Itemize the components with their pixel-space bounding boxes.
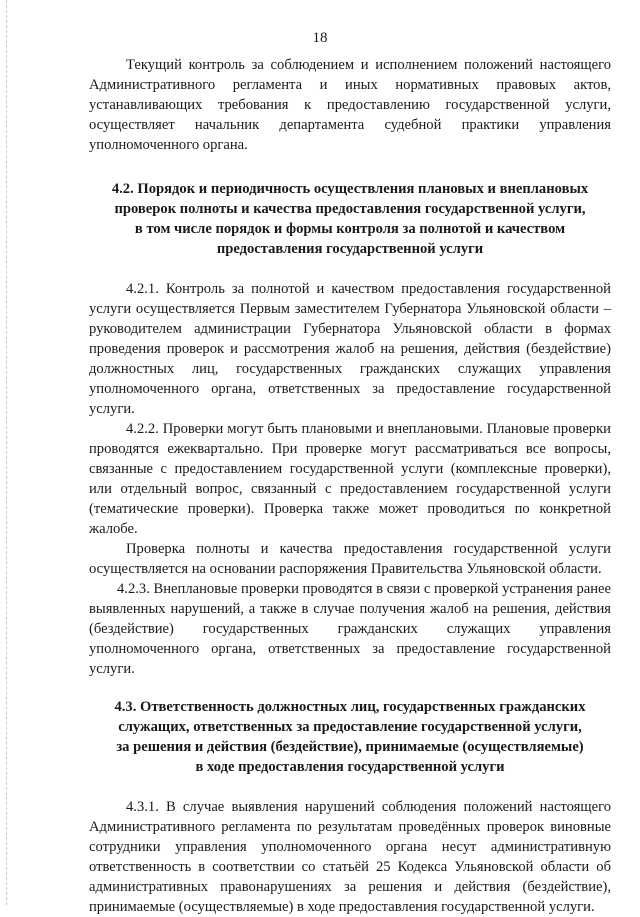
paragraph-4-2-2: 4.2.2. Проверки могут быть плановыми и внеплановыми. Плановые проверки проводятся ежеквартально. При проверке могут рассматриваться все вопросы, связанные с предоставлением государственной услуги (комплексные проверки), или отдельный вопрос, связанный с предоставлением государственной услуги (тематические проверки). Проверка также может проводиться по конкретной жалобе.: [89, 421, 611, 537]
heading-4-2-line: 4.2. Порядок и периодичность осуществления плановых и внеплановых: [111, 181, 589, 197]
page-number: 18: [312, 30, 328, 46]
document-body: [89, 55, 611, 917]
scan-edge-line: [6, 0, 7, 905]
heading-4-3-line: 4.3. Ответственность должностных лиц, государственных гражданских: [114, 699, 586, 715]
heading-4-3: [89, 697, 611, 777]
paragraph-intro: Текущий контроль за соблюдением и исполнением положений настоящего Административного регламента и иных нормативных правовых актов, устанавливающих требования к предоставлению государственной услуги, осуществляет начальник департамента судебной практики управления уполномоченного органа.: [89, 57, 611, 153]
heading-4-2-line: проверок полноты и качества предоставления государственной услуги,: [114, 201, 586, 217]
heading-4-2: [89, 179, 611, 259]
heading-4-3-line: служащих, ответственных за предоставление государственной услуги,: [118, 719, 582, 735]
paragraph-4-2-3: 4.2.3. Внеплановые проверки проводятся в связи с проверкой устранения ранее выявленных нарушений, а также в случае получения жалоб на решения, действия (бездействие) государственных гражданских служащих управления уполномоченного органа, ответственных за предоставление государственной услуги.: [89, 581, 611, 677]
heading-4-3-line: за решения и действия (бездействие), принимаемые (осуществляемые): [116, 739, 584, 755]
paragraph-4-3-1: 4.3.1. В случае выявления нарушений соблюдения положений настоящего Административного регламента по результатам проведённых проверок виновные сотрудники управления уполномоченного органа несут административную ответственность в соответствии со статьёй 25 Кодекса Ульяновской области об административных правонарушениях за решения и действия (бездействие), принимаемые (осуществляемые) в ходе предоставления государственной услуги.: [89, 799, 611, 915]
heading-4-3-line: в ходе предоставления государственной услуги: [195, 759, 505, 775]
heading-4-2-line: в том числе порядок и формы контроля за полнотой и качеством: [134, 221, 566, 237]
paragraph-4-2-1: 4.2.1. Контроль за полнотой и качеством предоставления государственной услуги осуществляется Первым заместителем Губернатора Ульяновской области – руководителем администрации Губернатора Ульяновской области в формах проведения проверок и рассмотрения жалоб на решения, действия (бездействие) должностных лиц, государственных гражданских служащих управления уполномоченного органа, ответственных за предоставление государственной услуги.: [89, 281, 611, 417]
paragraph-4-2-2-continued: Проверка полноты и качества предоставления государственной услуги осуществляется на основании распоряжения Правительства Ульяновской области.: [89, 541, 611, 577]
heading-4-2-line: предоставления государственной услуги: [216, 241, 484, 257]
